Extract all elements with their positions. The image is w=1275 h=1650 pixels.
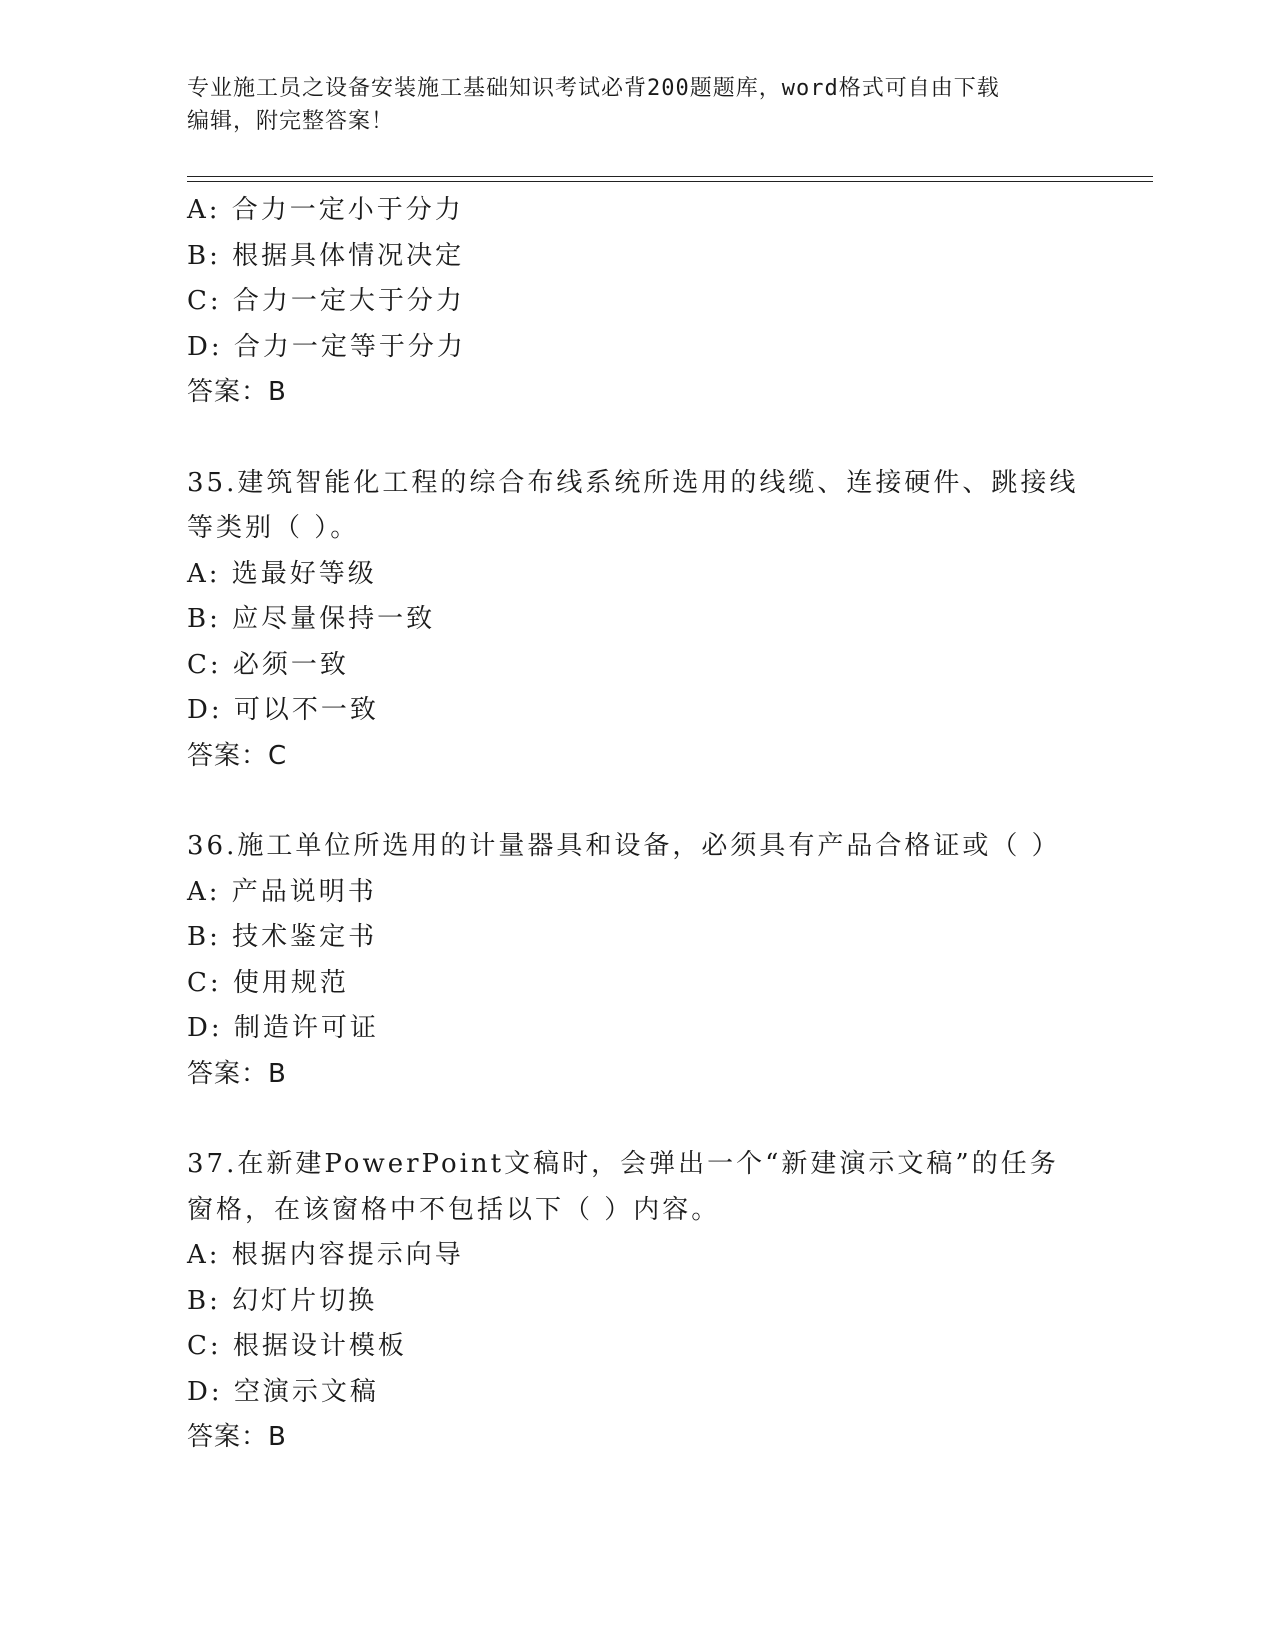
q35-answer: 答案：C xyxy=(187,740,288,771)
q37-answer: 答案：B xyxy=(187,1422,287,1452)
q34-option-c: C: 合力一定大于分力 xyxy=(187,286,465,316)
spacer xyxy=(187,779,1087,824)
q37-option-c: C: 根据设计模板 xyxy=(187,1331,407,1361)
spacer xyxy=(187,416,1087,461)
q35-stem-line-2: 等类别（ ）。 xyxy=(187,513,360,543)
q37-option-b: B: 幻灯片切换 xyxy=(187,1285,378,1316)
q36-option-a: A: 产品说明书 xyxy=(187,876,377,907)
q37-stem-line-2: 窗格，在该窗格中不包括以下（ ）内容。 xyxy=(187,1194,721,1225)
q35-option-a: A: 选最好等级 xyxy=(187,558,377,589)
q37-stem-line-1: 37.在新建PowerPoint文稿时，会弹出一个“新建演示文稿”的任务 xyxy=(187,1149,1059,1179)
q36-answer: 答案：B xyxy=(187,1058,287,1089)
q36-option-b: B: 技术鉴定书 xyxy=(187,922,378,952)
q35-option-d: D: 可以不一致 xyxy=(187,695,379,725)
q34-option-b: B: 根据具体情况决定 xyxy=(187,240,465,271)
header-divider-bottom xyxy=(187,181,1153,182)
question-35 xyxy=(187,461,1087,780)
q35-option-b: B: 应尽量保持一致 xyxy=(187,604,436,634)
q36-option-c: C: 使用规范 xyxy=(187,967,349,998)
header-divider-top xyxy=(187,176,1153,177)
document-body xyxy=(187,188,1087,1461)
q34-option-d: D: 合力一定等于分力 xyxy=(187,331,466,362)
question-34-options xyxy=(187,188,1087,416)
document-header xyxy=(187,72,1087,138)
q37-option-d: D: 空演示文稿 xyxy=(187,1376,379,1407)
spacer xyxy=(187,1097,1087,1142)
q35-stem-line-1: 35.建筑智能化工程的综合布线系统所选用的线缆、连接硬件、跳接线 xyxy=(187,467,1079,498)
q34-option-a: A: 合力一定小于分力 xyxy=(187,195,464,225)
q37-option-a: A: 根据内容提示向导 xyxy=(187,1240,464,1270)
question-36 xyxy=(187,824,1087,1097)
q36-stem-line-1: 36.施工单位所选用的计量器具和设备，必须具有产品合格证或（ ） xyxy=(187,831,1061,861)
header-line-1: 专业施工员之设备安装施工基础知识考试必背200题题库，word格式可自由下载 xyxy=(187,76,1000,101)
q36-option-d: D: 制造许可证 xyxy=(187,1013,379,1043)
question-37 xyxy=(187,1142,1087,1461)
q35-option-c: C: 必须一致 xyxy=(187,649,349,680)
header-line-2: 编辑，附完整答案！ xyxy=(187,109,395,134)
q34-answer: 答案：B xyxy=(187,377,287,407)
